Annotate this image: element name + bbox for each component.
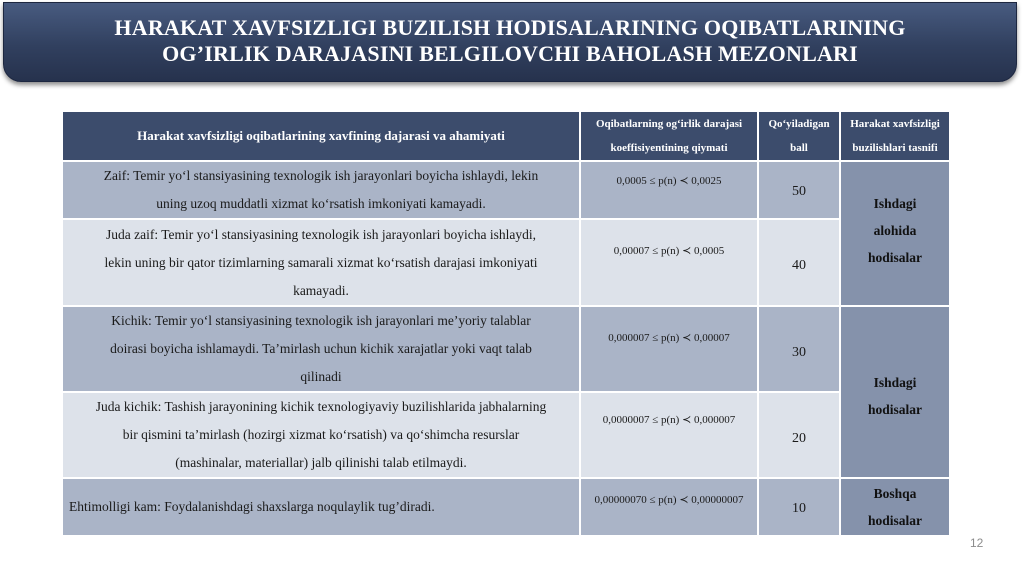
coefficient-formula: 0,0000007 ≤ p(n) ≺ 0,000007 bbox=[602, 414, 736, 426]
row-description bbox=[62, 161, 580, 219]
table-row bbox=[62, 306, 950, 392]
table-row bbox=[62, 219, 950, 306]
row-score: 30 bbox=[758, 306, 840, 392]
coefficient-formula: 0,0005 ≤ p(n) ≺ 0,0025 bbox=[616, 175, 722, 187]
row-description bbox=[62, 219, 580, 306]
description-line: kamayadi. bbox=[293, 282, 349, 298]
classification-line: Boshqa bbox=[873, 486, 917, 501]
classification-line: hodisalar bbox=[867, 402, 922, 417]
header-classification bbox=[840, 111, 950, 161]
classification-cell bbox=[840, 306, 950, 478]
header-classification-line2: buzilishlari tasnifi bbox=[852, 142, 938, 154]
header-coefficient bbox=[580, 111, 758, 161]
classification-cell bbox=[840, 478, 950, 536]
row-description bbox=[62, 478, 580, 536]
header-significance: Harakat xavfsizligi oqibatlarining xavfining dajarasi va ahamiyati bbox=[62, 111, 580, 161]
header-classification-line1: Harakat xavfsizligi bbox=[850, 118, 940, 130]
row-score: 10 bbox=[758, 478, 840, 536]
description-line: (mashinalar, materiallar) jalb qilinishi talab etilmaydi. bbox=[175, 455, 467, 470]
description-line: Ehtimolligi kam: Foydalanishdagi shaxslarga noqulaylik tug’diradi. bbox=[69, 499, 435, 514]
coefficient-formula: 0,00000070 ≤ p(n) ≺ 0,00000007 bbox=[594, 494, 744, 506]
classification-line: Ishdagi bbox=[873, 196, 917, 211]
coefficient-formula: 0,000007 ≤ p(n) ≺ 0,00007 bbox=[608, 332, 730, 344]
header-score-line2: ball bbox=[790, 142, 808, 154]
description-line: Zaif: Temir yo‘l stansiyasining texnologik ish jarayonlari boyicha ishlaydi, lekin bbox=[103, 168, 539, 183]
classification-line: Ishdagi bbox=[873, 375, 917, 390]
coefficient-formula: 0,00007 ≤ p(n) ≺ 0,0005 bbox=[613, 245, 725, 257]
description-line: Juda zaif: Temir yo‘l stansiyasining texnologik ish jarayonlari boyicha ishlaydi, bbox=[106, 226, 536, 242]
slide-title-banner bbox=[3, 2, 1017, 82]
classification-line: hodisalar bbox=[867, 250, 922, 265]
row-coefficient bbox=[580, 306, 758, 392]
description-line: lekin uning bir qator tizimlarning samarali xizmat ko‘rsatish darajasi imkoniyati bbox=[104, 254, 538, 270]
table-header-row bbox=[62, 111, 950, 161]
classification-line: alohida bbox=[873, 223, 917, 238]
header-coefficient-line2: koeffisiyentining qiymati bbox=[610, 142, 728, 154]
description-line: bir qismini ta’mirlash (hozirgi xizmat ko‘rsatish) va qo‘shimcha resurslar bbox=[122, 427, 520, 442]
page-number: 12 bbox=[970, 536, 984, 550]
description-line: Kichik: Temir yo‘l stansiyasining texnologik ish jarayonlari me’yoriy talablar bbox=[111, 313, 531, 328]
header-score bbox=[758, 111, 840, 161]
row-coefficient bbox=[580, 392, 758, 478]
description-line: Juda kichik: Tashish jarayonining kichik texnologiyaviy buzilishlarida jabhalarning bbox=[95, 399, 547, 414]
row-coefficient bbox=[580, 478, 758, 536]
title-line-2: OG’IRLIK DARAJASINI BELGILOVCHI BAHOLASH MEZONLARI bbox=[162, 41, 858, 66]
description-line: uning uzoq muddatli xizmat ko‘rsatish imkoniyati kamayadi. bbox=[156, 196, 486, 211]
row-coefficient bbox=[580, 219, 758, 306]
row-score: 40 bbox=[758, 219, 840, 306]
description-line: doirasi boyicha ishlamaydi. Ta’mirlash uchun kichik xarajatlar yoki vaqt talab bbox=[110, 341, 532, 356]
table-row bbox=[62, 478, 950, 536]
criteria-table bbox=[61, 110, 951, 537]
header-coefficient-line1: Oqibatlarning og‘irlik darajasi bbox=[595, 118, 743, 130]
header-score-line1: Qo‘yiladigan bbox=[768, 118, 830, 130]
row-score: 50 bbox=[758, 161, 840, 219]
classification-cell bbox=[840, 161, 950, 306]
title-line-1: HARAKAT XAVFSIZLIGI BUZILISH HODISALARINING OQIBATLARINING bbox=[114, 15, 906, 40]
row-description bbox=[62, 306, 580, 392]
row-coefficient bbox=[580, 161, 758, 219]
classification-line: hodisalar bbox=[867, 513, 922, 528]
row-description bbox=[62, 392, 580, 478]
table-row bbox=[62, 392, 950, 478]
row-score: 20 bbox=[758, 392, 840, 478]
table-row bbox=[62, 161, 950, 219]
description-line: qilinadi bbox=[300, 369, 342, 384]
